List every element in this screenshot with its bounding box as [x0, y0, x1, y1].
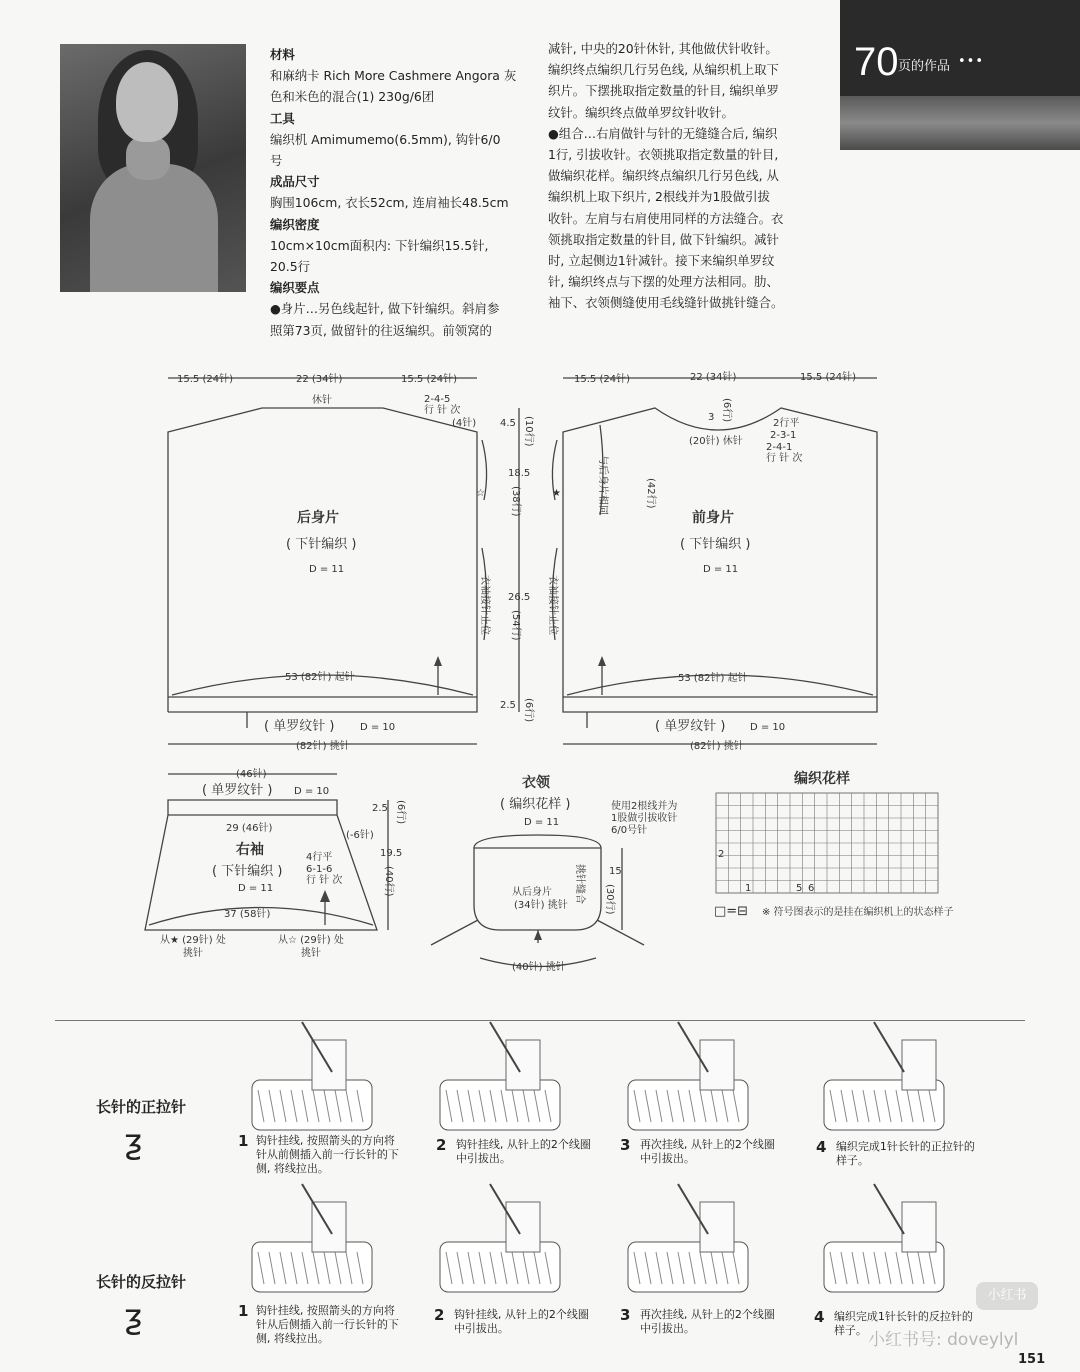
step-number: 1	[238, 1302, 249, 1320]
caption-line: 中引拔出。	[639, 1322, 695, 1335]
caption-line: 编织完成1针长针的反拉针的	[833, 1310, 973, 1323]
dim-label: 15.5 (24针)	[401, 374, 457, 385]
crochet-post	[506, 1040, 540, 1090]
text-line: ●身片…另色线起针, 做下针编织。斜肩参	[270, 301, 500, 317]
front-post-symbol-icon: ƺ	[124, 1122, 142, 1162]
text-line: 编织机上取下织片, 2根线并为1股做引拔	[548, 189, 770, 205]
page-ref-dots: •••	[958, 54, 985, 69]
ribbing-label: ( 单罗纹针 )	[655, 719, 726, 734]
crochet-post	[700, 1040, 734, 1090]
caption-line: 再次挂线, 从针上的2个线圈	[639, 1308, 775, 1321]
caption-line: 中引拔出。	[639, 1152, 695, 1165]
dim-label: (30行)	[604, 884, 615, 915]
density-label: D = 10	[360, 722, 396, 733]
dim-label: 15.5 (24针)	[574, 374, 630, 385]
caption-line: 针从后侧插入前一行长针的下	[255, 1318, 399, 1331]
pattern-legend: ※ 符号图表示的是挂在编织机上的状态样子	[762, 907, 954, 918]
step-caption	[238, 1134, 399, 1176]
heading-size: 成品尺寸	[270, 174, 320, 190]
pattern-col: 1	[745, 883, 752, 894]
back-body-title: 后身片	[297, 510, 339, 526]
step-caption	[436, 1138, 591, 1166]
caption-line: 再次挂线, 从针上的2个线圈	[639, 1138, 775, 1151]
density-label: D = 11	[524, 817, 560, 828]
collar-note: 1股做引拔收针	[611, 813, 678, 824]
pickup-label: 挑针	[183, 948, 203, 959]
text-line: 针, 编织终点与下摆的处理方法相同。肋、	[548, 274, 779, 290]
pattern-col: 6	[808, 883, 815, 894]
caption-line: 钩针挂线, 从针上的2个线圈	[455, 1138, 591, 1151]
caption-line: 样子。	[835, 1154, 869, 1167]
pickup-label: 从后身片	[512, 887, 552, 898]
dim-label: 15.5 (24针)	[800, 372, 856, 383]
step-caption	[620, 1138, 775, 1166]
caption-line: 中引拔出。	[455, 1152, 511, 1165]
dim-label: 18.5	[508, 468, 531, 479]
text-line: 和麻纳卡 Rich More Cashmere Angora 灰	[270, 68, 517, 84]
rest-label: 休针	[312, 395, 332, 406]
neck-rest-label: (20针) 休针	[689, 436, 743, 447]
neck-label: (6行)	[721, 398, 732, 423]
collar-title: 衣领	[522, 775, 550, 791]
dim-label: (54行)	[510, 610, 521, 641]
pickup-label: 挑针	[301, 948, 321, 959]
heading-materials: 材料	[270, 47, 295, 62]
density-label: D = 10	[294, 786, 330, 797]
pickup-label: 从☆ (29针) 处	[278, 935, 344, 946]
text-line: 色和米色的混合(1) 230g/6团	[270, 89, 435, 105]
crochet-post	[902, 1040, 936, 1090]
dim-label: (6行)	[523, 698, 534, 723]
density-label: D = 11	[309, 564, 345, 575]
text-line: 号	[270, 153, 283, 169]
caption-line: 样子。	[833, 1324, 867, 1337]
neck-label: 3	[708, 412, 715, 423]
step-caption	[238, 1304, 399, 1346]
watermark: 小红书号: doveylyl	[868, 1330, 1019, 1350]
cast-on-label: 53 (82针) 起针	[285, 672, 355, 683]
dec-label: 2行平	[773, 418, 800, 429]
dim-label: (38行)	[510, 486, 521, 517]
collar-subtitle: ( 编织花样 )	[500, 797, 571, 812]
text-line: 编织终点编织几行另色线, 从编织机上取下	[548, 62, 779, 78]
dim-label: 22 (34针)	[690, 372, 737, 383]
pickup-label: (34针) 挑针	[514, 900, 568, 911]
watermark-logo: 小红书	[976, 1282, 1038, 1310]
density-label: D = 11	[703, 564, 739, 575]
star-marker: ★	[552, 488, 561, 499]
pickup-label: (82针) 挑针	[690, 741, 744, 752]
dim-label: 26.5	[508, 592, 531, 603]
caption-line: 钩针挂线, 从针上的2个线圈	[453, 1308, 589, 1321]
page-number: 151	[1018, 1352, 1046, 1367]
heading-points: 编织要点	[270, 280, 320, 296]
seam-label: 挑针缝合	[574, 864, 585, 904]
step-number: 1	[238, 1132, 249, 1150]
dim-label: (6行)	[395, 800, 406, 825]
text-line: 10cm×10cm面积内: 下针编织15.5针,	[270, 237, 489, 253]
step-number: 3	[620, 1136, 631, 1154]
star-marker: ☆	[476, 488, 485, 499]
front-body-title: 前身片	[692, 510, 734, 526]
step-number: 4	[816, 1138, 827, 1156]
pickup-label: (82针) 挑针	[296, 741, 350, 752]
text-line: 1行, 引拔收针。衣领挑取指定数量的针目,	[548, 147, 779, 163]
pickup-label: 从★ (29针) 处	[160, 935, 226, 946]
dim-label: 29 (46针)	[226, 823, 273, 834]
side-label: 衣袖接针止位	[479, 575, 490, 635]
back-body-subtitle: ( 下针编织 )	[286, 537, 357, 552]
front-body-subtitle: ( 下针编织 )	[680, 537, 751, 552]
heading-tools: 工具	[270, 110, 295, 126]
density-label: D = 11	[238, 883, 274, 894]
step-caption	[816, 1140, 975, 1168]
pattern-col: 5	[796, 883, 803, 894]
text-line: 时, 立起侧边1针减针。接下来编织单罗纹	[548, 253, 775, 269]
text-line: 做编织花样。编织终点编织几行另色线, 从	[548, 168, 779, 184]
text-line: 收针。左肩与右肩使用同样的方法缝合。衣	[548, 210, 784, 226]
step-number: 2	[434, 1306, 445, 1324]
back-post-title-text: 长针的反拉针	[96, 1273, 187, 1291]
inc-label: 行 针 次	[306, 875, 343, 886]
shoulder-sts: (4针)	[452, 418, 477, 429]
dim-label: (40行)	[383, 866, 394, 897]
dec-label: 2-3-1	[770, 430, 797, 441]
text-line: 纹针。编织终点做单罗纹针收针。	[548, 104, 734, 120]
inc-label: 6-1-6	[306, 864, 333, 875]
caption-line: 钩针挂线, 按照箭头的方向将	[255, 1304, 395, 1317]
density-label: D = 10	[750, 722, 786, 733]
text-line: ●组合…右肩做针与针的无缝缝合后, 编织	[548, 125, 778, 141]
sleeve-title: 右袖	[236, 842, 264, 858]
sleeve-subtitle: ( 下针编织 )	[212, 864, 283, 879]
step-number: 3	[620, 1306, 631, 1324]
back-post-symbol-icon: ƺ	[124, 1297, 142, 1337]
step-number: 4	[814, 1308, 825, 1326]
dim-label: (46针)	[236, 769, 267, 780]
step-caption	[620, 1308, 775, 1336]
pattern-row: 2	[718, 849, 725, 860]
ribbing-label: ( 单罗纹针 )	[202, 783, 273, 798]
text-line: 领挑取指定数量的针目, 做下针编织。减针	[548, 231, 779, 247]
text-line: 袖下、衣领侧缝使用毛线缝针做挑针缝合。	[548, 295, 784, 311]
dim-label: (-6针)	[346, 830, 374, 841]
front-post-title-text: 长针的正拉针	[96, 1098, 187, 1116]
collar-note: 使用2根线并为	[611, 801, 678, 812]
dec-label: 2-4-1	[766, 442, 793, 453]
text-line: 织片。下摆挑取指定数量的针目, 编织单罗	[548, 83, 779, 99]
dim-label: 22 (34针)	[296, 374, 343, 385]
heading-density: 编织密度	[270, 216, 320, 232]
step-number: 2	[436, 1136, 447, 1154]
dim-label: 2.5	[500, 700, 516, 711]
pattern-legend-symbol: □=⊟	[714, 904, 749, 919]
same-as-back: 与后身片相同	[597, 455, 608, 515]
dim-label: 4.5	[500, 418, 516, 429]
text-line: 20.5行	[270, 259, 310, 275]
caption-line: 编织完成1针长针的正拉针的	[835, 1140, 975, 1153]
text-line: 照第73页, 做留针的往返编织。前领窝的	[270, 322, 492, 338]
dim-label: 2.5	[372, 803, 388, 814]
page-ref-label: 页的作品	[898, 59, 951, 74]
collar-note: 6/0号针	[611, 825, 648, 836]
caption-line: 钩针挂线, 按照箭头的方向将	[255, 1134, 395, 1147]
pattern-title: 编织花样	[794, 771, 850, 787]
inc-label: 4行平	[306, 852, 333, 863]
text-line: 胸围106cm, 衣长52cm, 连肩袖长48.5cm	[270, 195, 509, 211]
side-label: 衣袖接针止位	[547, 575, 558, 635]
pickup-label: (40针) 挑针	[512, 962, 566, 973]
caption-line: 侧, 将线拉出。	[255, 1162, 329, 1175]
dim-label: (10行)	[523, 416, 534, 447]
step-caption	[434, 1308, 589, 1336]
cast-on-label: 53 (82针) 起针	[678, 673, 748, 684]
crochet-fabric	[440, 1080, 560, 1130]
caption-line: 中引拔出。	[453, 1322, 509, 1335]
crochet-hook	[874, 1022, 904, 1072]
page-ref-number: 70	[854, 40, 899, 84]
dim-label: 15.5 (24针)	[177, 374, 233, 385]
dim-label: 37 (58针)	[224, 909, 271, 920]
shoulder-rows: 行 针 次	[424, 405, 461, 416]
caption-line: 针从前侧插入前一行长针的下	[255, 1148, 399, 1161]
rows-label: (42行)	[645, 478, 656, 509]
dec-label: 行 针 次	[766, 453, 803, 464]
caption-line: 侧, 将线拉出。	[255, 1332, 329, 1345]
text-line: 减针, 中央的20针休针, 其他做伏针收针。	[548, 41, 778, 56]
dim-label: 15	[609, 866, 622, 877]
text-line: 编织机 Amimumemo(6.5mm), 钩针6/0	[270, 131, 501, 147]
shoulder-rows: 2-4-5	[424, 394, 451, 405]
dim-label: 19.5	[380, 848, 403, 859]
ribbing-label: ( 单罗纹针 )	[264, 719, 335, 734]
